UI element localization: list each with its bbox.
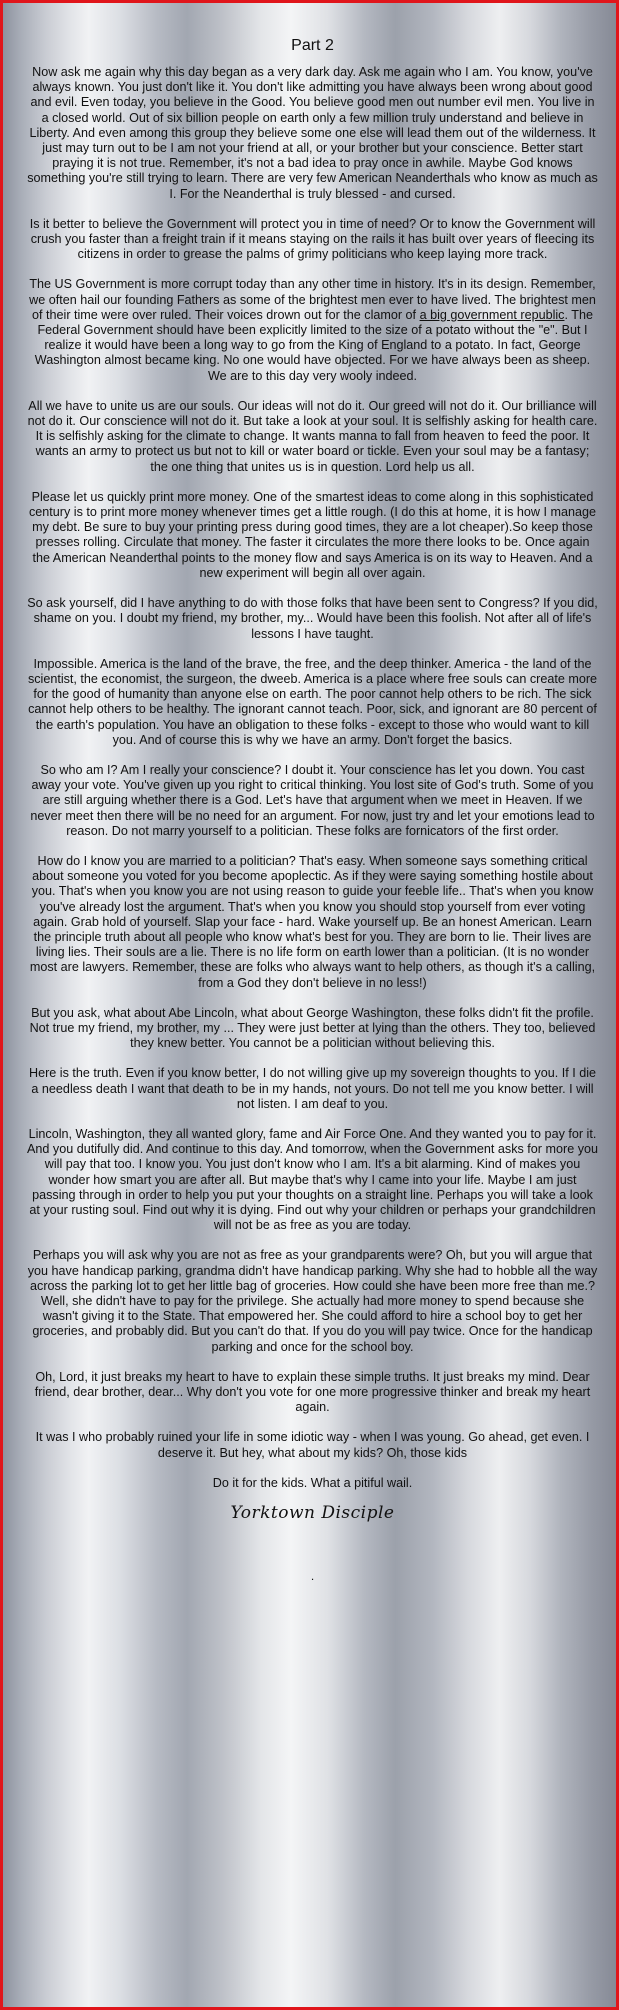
essay-paragraph-8: So who am I? Am I really your conscience? I doubt it. Your conscience has let you down. You cast away your vote. You've given up you right to critical thinking. You lost site of God's truth. Some of you are still arguing whether there is a God. Let's have that argument when we meet in Heaven. If we never meet then there will be no need for an argument. For now, just try and let your emotions lead to reason. Do not marry yourself to a politician. These folks are fornicators of the first order. [30, 762, 595, 838]
essay-paragraph-1: Now ask me again why this day began as a very dark day. Ask me again who I am. You know, you've always known. You just don't like it. You don't like admitting you have always been wrong about good and evil. Even today, you believe in the Good. You believe good men out number evil men. You live in a closed world. Out of six billion people on earth only a few million truly understand and believe in Liberty. And even among this group they believe some one else will lead them out of the wilderness. It just may turn out to be I am not your friend at all, or your brother but your conscience. Better start praying it is not true. Remember, it's not a bad idea to pray once in awhile. Maybe God knows something you're still trying to learn. There are very few American Neanderthals who know as much as I. For the Neanderthal is truly blessed - and cursed. [27, 65, 598, 201]
essay-paragraph-16: Do it for the kids. What a pitiful wail. [212, 1475, 413, 1490]
page-title: Part 2 [291, 37, 334, 54]
government-text-after: . The Federal Government should have been explicitly limited to the size of a potato without the "e". But I realize it would have been a long way to go from the King of England to a potato. In fact, George Washington almost became king. No one would have objected. For we have always been as sheep. We are to this day very wooly indeed. [34, 307, 593, 383]
essay-content [27, 37, 598, 1584]
big-government-link[interactable]: a big government republic [419, 307, 565, 322]
end-mark: . [310, 1569, 315, 1584]
essay-paragraph-15: It was I who probably ruined your life in some idiotic way - when I was young. Go ahead, get even. I deserve it. But hey, what about my kids? Oh, those kids [35, 1430, 590, 1460]
essay-paragraph-9: How do I know you are married to a politician? That's easy. When someone says something critical about someone you voted for you become apoplectic. As if they were saying something hostile about you. That's when you know you are not using reason to guide your feeble life.. That's when you know you've already lost the argument. That's when you know you should stop yourself from ever voting again. Grab hold of yourself. Slap your face - hard. Wake yourself up. Be an honest American. Learn the principle truth about all people who know what's best for you. They are born to lie. Their lives are living lies. Their souls are a lie. There is no life form on earth lower than a politician. (It is no wonder most are lawyers. Remember, these are folks who always want to help others, as though it's a calling, from a God they don't believe in no less!) [29, 853, 596, 990]
essay-paragraph-4: All we have to unite us are our souls. Our ideas will not do it. Our greed will not do it. Our brilliance will not do it. Our conscience will not do it. But take a look at your soul. It is selfishly asking for health care. It is selfishly asking for the climate to change. It wants manna to fall from heaven to feed the poor. It wants an army to protect us but not to kill or water board or tickle. Even your soul may be a fantasy; the one thing that unites us is in question. Lord help us all. [27, 398, 598, 474]
essay-paragraph-13: Perhaps you will ask why you are not as free as your grandparents were? Oh, but you will argue that you have handicap parking, grandma didn't have handicap parking. Why she had to hobble all the way across the parking lot to get her little bag of groceries. How could she have been more free than me.? Well, she didn't have to pay for the privilege. She actually had more money to spend because she wasn't giving it to the State. That empowered her. She could afford to hire a school boy to get her groceries, and probably did. But you can't do that. If you do you will pay twice. Once for the handicap parking and once for the school boy. [27, 1248, 598, 1354]
essay-paragraph-10: But you ask, what about Abe Lincoln, what about George Washington, these folks didn't fit the profile. Not true my friend, my brother, my ... They were just better at lying than the others. They too, believed they knew better. You cannot be a politician without believing this. [29, 1005, 596, 1051]
essay-paragraph-government [27, 277, 598, 383]
essay-paragraph-6: So ask yourself, did I have anything to do with those folks that have been sent to Congress? If you did, shame on you. I doubt my friend, my brother, my... Would have been this foolish. Not after all of life's lessons I have taught. [27, 596, 598, 641]
essay-paragraph-2: Is it better to believe the Government will protect you in time of need? Or to know the Government will crush you faster than a freight train if it means staying on the rails it has built over years of fleecing its citizens in order to grease the palms of grimy politicians who keep laying more track. [29, 216, 596, 262]
government-text-before: The US Government is more corrupt today than any other time in history. It's in its design. Remember, we often hail our founding Fathers as some of the brightest men ever to have lived. The brightest men of their time were over ruled. Their voices drown out for the clamor of [29, 277, 596, 322]
author-signature: Yorktown Disciple [230, 1503, 395, 1524]
essay-paragraph-12: Lincoln, Washington, they all wanted glory, fame and Air Force One. And they wanted you to pay for it. And you dutifully did. And continue to this day. And tomorrow, when the Government asks for more you will pay that too. I know you. You just don't know who I am. It's a bit alarming. Kind of makes you wonder how smart you are after all. But maybe that's why I came into your life. Maybe I am just passing through in order to help you put your thoughts on a straight line. Perhaps you will take a look at your rusting soul. Find out why it is dying. Find out why your children or perhaps your grandchildren will not be as free as you are today. [27, 1126, 598, 1233]
essay-paragraph-11: Here is the truth. Even if you know better, I do not willing give up my sovereign thoughts to you. If I die a needless death I want that death to be in my hands, not yours. Do not tell me you know better. I will not listen. I am deaf to you. [28, 1066, 597, 1111]
essay-paragraph-7: Impossible. America is the land of the brave, the free, and the deep thinker. America - the land of the scientist, the economist, the surgeon, the dweeb. America is a place where free souls can create more for the good of humanity than anyone else on earth. The poor cannot help others to be rich. The sick cannot help others to be healthy. The ignorant cannot teach. Poor, sick, and ignorant are 80 percent of the earth's population. You have an obligation to these folks - except to those who would want to kill you. And of course this is why we have an army. Don't forget the basics. [27, 656, 598, 747]
essay-paragraph-14: Oh, Lord, it just breaks my heart to have to explain these simple truths. It just breaks my mind. Dear friend, dear brother, dear... Why don't you vote for one more progressive thinker and break my heart again. [34, 1369, 591, 1415]
essay-paragraph-5: Please let us quickly print more money. One of the smartest ideas to come along in this sophisticated century is to print more money whenever times get a little rough. (I do this at home, it is how I manage my debt. Be sure to buy your printing press during good times, they are a lot cheaper).So keep those presses rolling. Circulate that money. The faster it circulates the more there looks to be. Once again the American Neanderthal points to the money flow and says America is on its way to Heaven. And a new experiment will begin all over again. [29, 489, 596, 580]
